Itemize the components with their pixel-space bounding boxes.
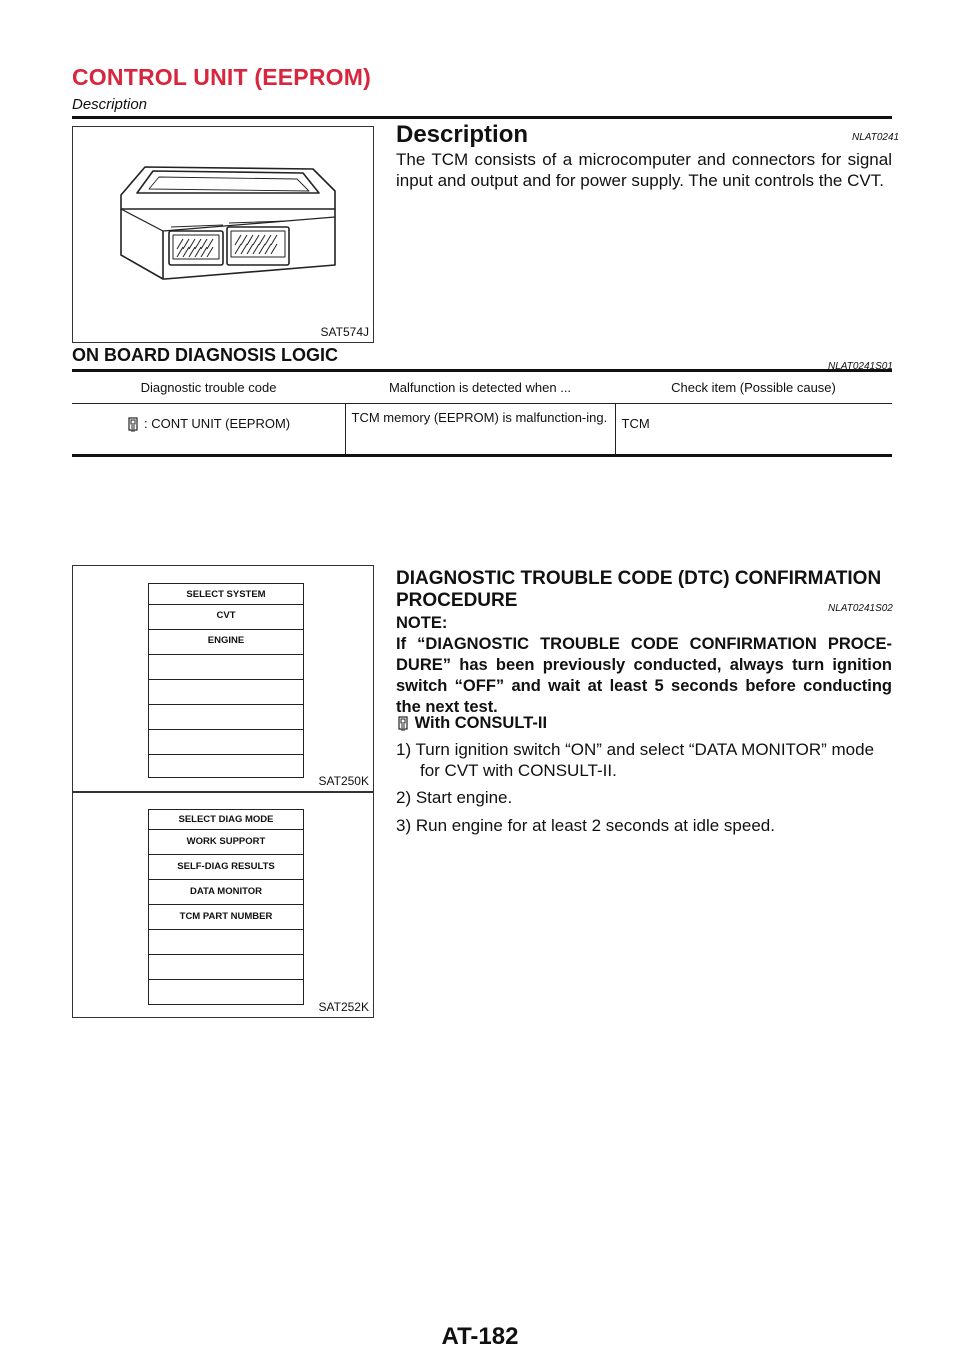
select-diag-mode-screen bbox=[148, 809, 304, 1005]
menu-item-empty bbox=[149, 655, 303, 680]
table-row bbox=[72, 404, 892, 455]
description-heading: Description bbox=[396, 121, 529, 148]
step-1-continued: for CVT with CONSULT-II. bbox=[420, 761, 617, 780]
column-header: Diagnostic trouble code bbox=[72, 372, 345, 404]
obd-heading: ON BOARD DIAGNOSIS LOGIC bbox=[72, 345, 339, 365]
step-3: 3) Run engine for at least 2 seconds at idle speed. bbox=[396, 816, 775, 835]
dtc-ref-code: NLAT0241S02 bbox=[828, 603, 893, 614]
figure-caption: SAT574J bbox=[320, 325, 369, 339]
figure-caption: SAT250K bbox=[318, 774, 369, 788]
description-ref-code: NLAT0241 bbox=[852, 132, 900, 143]
menu-item-tcm-part-number: TCM PART NUMBER bbox=[149, 905, 303, 930]
figure-caption: SAT252K bbox=[318, 1000, 369, 1014]
menu-item-engine: ENGINE bbox=[149, 630, 303, 655]
menu-item-data-monitor: DATA MONITOR bbox=[149, 880, 303, 905]
dtc-code-text: : CONT UNIT (EEPROM) bbox=[143, 416, 291, 431]
menu-item-cvt: CVT bbox=[149, 605, 303, 630]
step-1: 1) Turn ignition switch “ON” and select “DATA MONITOR” mode bbox=[396, 740, 875, 759]
check-item-cell: TCM bbox=[621, 416, 650, 431]
page-number: AT-182 bbox=[441, 1323, 519, 1350]
figure-tcm-unit bbox=[72, 126, 374, 343]
consult-icon bbox=[126, 417, 140, 433]
column-header: Check item (Possible cause) bbox=[615, 372, 892, 404]
with-consult-line bbox=[396, 714, 547, 733]
select-system-screen bbox=[148, 583, 304, 778]
obd-table bbox=[72, 369, 892, 457]
page-subtitle: Description bbox=[72, 96, 148, 113]
malfunction-cell: TCM memory (EEPROM) is malfunction-ing. bbox=[345, 404, 615, 455]
screen-title: SELECT SYSTEM bbox=[149, 584, 303, 605]
column-header: Malfunction is detected when ... bbox=[345, 372, 615, 404]
tcm-unit-illustration bbox=[73, 127, 373, 342]
note-text: If “DIAGNOSTIC TROUBLE CODE CONFIRMATION PROCE-DURE” has been previously conducted, always turn ignition switch “OFF” and wait at least 5 seconds before conducting the next test. bbox=[396, 635, 892, 716]
menu-item-empty bbox=[149, 755, 303, 775]
step-2: 2) Start engine. bbox=[396, 788, 513, 807]
table-header-row bbox=[72, 372, 892, 404]
dtc-heading bbox=[396, 568, 881, 612]
dtc-cell bbox=[72, 404, 345, 455]
dtc-heading-line1: DIAGNOSTIC TROUBLE CODE (DTC) CONFIRMATION bbox=[396, 568, 882, 589]
menu-item-empty bbox=[149, 955, 303, 980]
menu-item-empty bbox=[149, 705, 303, 730]
figure-select-diag-mode bbox=[72, 792, 374, 1018]
with-consult-label: With CONSULT-II bbox=[414, 714, 548, 732]
page-section-title: CONTROL UNIT (EEPROM) bbox=[72, 64, 371, 90]
note-label: NOTE: bbox=[396, 614, 448, 632]
menu-item-empty bbox=[149, 980, 303, 1002]
consult-icon bbox=[396, 716, 410, 732]
menu-item-work-support: WORK SUPPORT bbox=[149, 830, 303, 855]
figure-select-system bbox=[72, 565, 374, 792]
menu-item-empty bbox=[149, 730, 303, 755]
menu-item-empty bbox=[149, 930, 303, 955]
dtc-heading-line2: PROCEDURE bbox=[396, 590, 518, 611]
screen-title: SELECT DIAG MODE bbox=[149, 810, 303, 830]
menu-item-self-diag-results: SELF-DIAG RESULTS bbox=[149, 855, 303, 880]
obd-ref-code: NLAT0241S01 bbox=[828, 361, 893, 372]
description-text: The TCM consists of a microcomputer and connectors for signal input and output and for power supply. The unit controls the CVT. bbox=[396, 150, 892, 190]
menu-item-empty bbox=[149, 680, 303, 705]
header-divider bbox=[72, 116, 892, 119]
